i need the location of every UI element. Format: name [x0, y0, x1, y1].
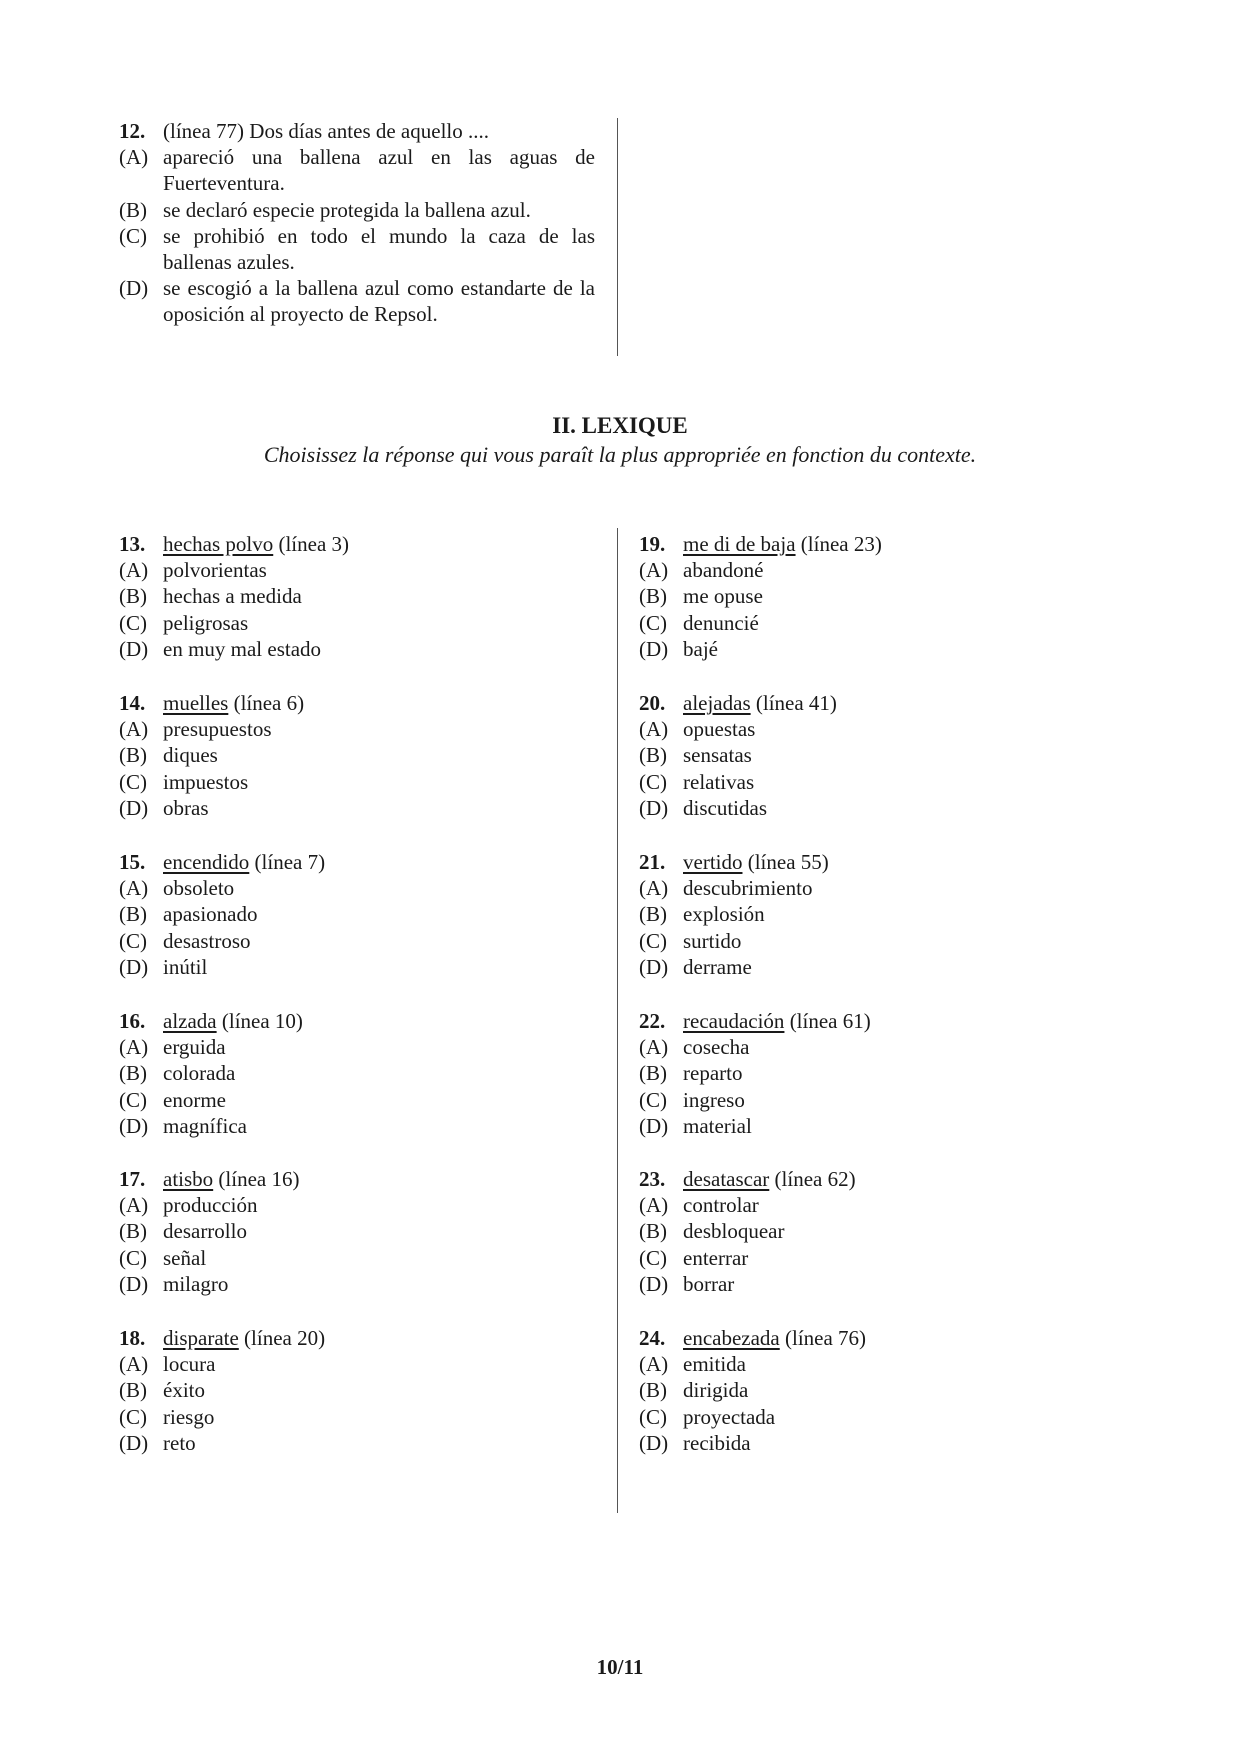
- option-text: enorme: [163, 1087, 226, 1112]
- question-24: [639, 1325, 1119, 1456]
- option-a[interactable]: [639, 716, 1119, 742]
- question-stem: [163, 849, 325, 875]
- option-letter: (C): [119, 1087, 147, 1112]
- question-number: 23.: [639, 1167, 666, 1191]
- option-letter: (B): [639, 902, 667, 927]
- option-letter: (B): [639, 743, 667, 768]
- option-text: reparto: [683, 1061, 743, 1086]
- option-d[interactable]: [119, 275, 595, 327]
- option-text: recibida: [683, 1430, 751, 1455]
- option-b[interactable]: [639, 583, 1119, 609]
- option-c[interactable]: [639, 928, 1119, 954]
- question-19: [639, 531, 1119, 662]
- line-reference: (línea 3): [273, 532, 350, 556]
- option-a[interactable]: [119, 557, 599, 583]
- option-text: se escogió a la ballena azul como estandarte de la oposición al proyecto de Repsol.: [163, 276, 595, 327]
- option-c[interactable]: [119, 1245, 599, 1271]
- option-text: cosecha: [683, 1035, 750, 1060]
- option-a[interactable]: [119, 1034, 599, 1060]
- option-c[interactable]: [639, 1245, 1119, 1271]
- option-text: señal: [163, 1245, 207, 1270]
- option-text: desbloquear: [683, 1219, 785, 1244]
- option-a[interactable]: [639, 557, 1119, 583]
- option-b[interactable]: [119, 197, 595, 223]
- question-14: [119, 690, 599, 821]
- option-text: descubrimiento: [683, 876, 813, 901]
- option-text: denuncié: [683, 610, 759, 635]
- option-c[interactable]: [639, 610, 1119, 636]
- option-d[interactable]: [639, 1430, 1119, 1456]
- question-number: 13.: [119, 532, 146, 556]
- option-letter: (D): [119, 1113, 149, 1138]
- section-instruction: Choisissez la réponse qui vous paraît la plus appropriée en fonction du contexte.: [263, 442, 977, 467]
- option-letter: (D): [119, 1271, 149, 1296]
- option-text: me opuse: [683, 584, 763, 609]
- question-stem: [683, 1325, 866, 1351]
- option-text: dirigida: [683, 1378, 749, 1403]
- option-a[interactable]: [119, 716, 599, 742]
- line-reference: (línea 55): [742, 850, 829, 874]
- line-reference: (línea 61): [784, 1009, 871, 1033]
- option-letter: (D): [119, 636, 149, 661]
- line-reference: (línea 76): [779, 1326, 867, 1350]
- question-stem: [163, 531, 349, 557]
- option-a[interactable]: [639, 1351, 1119, 1377]
- section-title: II. LEXIQUE: [552, 413, 688, 438]
- option-text: se prohibió en todo el mundo la caza de las ballenas azules.: [163, 223, 595, 275]
- option-text: reto: [163, 1430, 196, 1455]
- target-word: hechas polvo: [163, 532, 274, 556]
- option-text: obsoleto: [163, 876, 235, 901]
- option-letter: (A): [119, 145, 149, 170]
- question-stem: [163, 1325, 325, 1351]
- line-reference: (línea 20): [238, 1326, 326, 1350]
- question-stem: [163, 1166, 299, 1192]
- question-stem: (línea 77) Dos días antes de aquello ....: [163, 119, 489, 143]
- option-b[interactable]: [639, 901, 1119, 927]
- page-number: 10/11: [596, 1655, 644, 1679]
- option-text: erguida: [163, 1035, 226, 1060]
- question-number: 24.: [639, 1326, 666, 1350]
- option-text: milagro: [163, 1271, 229, 1296]
- option-letter: (D): [639, 1430, 669, 1455]
- question-22: [639, 1008, 1119, 1139]
- target-word: desatascar: [683, 1167, 770, 1191]
- option-letter: (C): [119, 1404, 147, 1429]
- option-b[interactable]: [119, 742, 599, 768]
- option-text: colorada: [163, 1061, 236, 1086]
- target-word: muelles: [163, 691, 229, 715]
- option-letter: (A): [119, 1352, 149, 1377]
- option-letter: (D): [639, 954, 669, 979]
- option-letter: (B): [119, 902, 147, 927]
- option-c[interactable]: [119, 769, 599, 795]
- option-text: explosión: [683, 902, 765, 927]
- option-text: surtido: [683, 928, 742, 953]
- option-text: desarrollo: [163, 1219, 247, 1244]
- option-letter: (B): [119, 743, 147, 768]
- line-reference: (línea 10): [216, 1009, 303, 1033]
- option-letter: (B): [119, 1219, 147, 1244]
- option-a[interactable]: [639, 1034, 1119, 1060]
- option-text: relativas: [683, 769, 755, 794]
- question-21: [639, 849, 1119, 980]
- question-number: 14.: [119, 691, 146, 715]
- target-word: encabezada: [683, 1326, 780, 1350]
- option-text: magnífica: [163, 1113, 247, 1138]
- option-text: opuestas: [683, 717, 756, 742]
- option-d[interactable]: [639, 795, 1119, 821]
- option-letter: (B): [119, 1061, 147, 1086]
- option-letter: (B): [639, 1061, 667, 1086]
- option-b[interactable]: [119, 1060, 599, 1086]
- option-text: éxito: [163, 1378, 205, 1403]
- option-b[interactable]: [639, 1060, 1119, 1086]
- option-a[interactable]: [119, 1351, 599, 1377]
- option-letter: (D): [119, 276, 149, 301]
- question-23: [639, 1166, 1119, 1297]
- question-12: [119, 118, 595, 328]
- option-letter: (D): [119, 1430, 149, 1455]
- target-word: atisbo: [163, 1167, 214, 1191]
- option-text: enterrar: [683, 1245, 749, 1270]
- option-text: locura: [163, 1352, 216, 1377]
- option-text: diques: [163, 743, 218, 768]
- question-stem: [683, 1008, 871, 1034]
- question-stem: [683, 531, 882, 557]
- option-text: presupuestos: [163, 717, 272, 742]
- option-text: en muy mal estado: [163, 636, 322, 661]
- option-text: apasionado: [163, 902, 258, 927]
- option-letter: (C): [639, 1404, 667, 1429]
- target-word: alejadas: [683, 691, 751, 715]
- option-text: discutidas: [683, 795, 767, 820]
- option-letter: (A): [119, 717, 149, 742]
- option-letter: (B): [639, 584, 667, 609]
- question-18: [119, 1325, 599, 1456]
- option-letter: (C): [639, 928, 667, 953]
- target-word: alzada: [163, 1009, 217, 1033]
- option-letter: (D): [639, 1271, 669, 1296]
- option-letter: (C): [119, 928, 147, 953]
- question-15: [119, 849, 599, 980]
- option-letter: (D): [119, 795, 149, 820]
- option-letter: (B): [119, 1378, 147, 1403]
- option-d[interactable]: [119, 795, 599, 821]
- option-text: abandoné: [683, 558, 764, 583]
- option-text: borrar: [683, 1271, 735, 1296]
- option-b[interactable]: [639, 1377, 1119, 1403]
- option-c[interactable]: [119, 610, 599, 636]
- option-text: impuestos: [163, 769, 249, 794]
- option-letter: (B): [119, 584, 147, 609]
- line-reference: (línea 7): [249, 850, 326, 874]
- option-c[interactable]: [119, 223, 595, 275]
- option-letter: (B): [639, 1219, 667, 1244]
- target-word: me di de baja: [683, 532, 796, 556]
- option-b[interactable]: [639, 1218, 1119, 1244]
- line-reference: (línea 23): [795, 532, 882, 556]
- option-letter: (A): [119, 1193, 149, 1218]
- option-letter: (B): [119, 197, 147, 222]
- option-text: obras: [163, 795, 209, 820]
- question-20: [639, 690, 1119, 821]
- option-d[interactable]: [639, 636, 1119, 662]
- option-c[interactable]: [119, 1404, 599, 1430]
- option-c[interactable]: [119, 928, 599, 954]
- option-letter: (C): [639, 610, 667, 635]
- option-b[interactable]: [119, 1218, 599, 1244]
- option-b[interactable]: [119, 583, 599, 609]
- option-text: proyectada: [683, 1404, 776, 1429]
- question-stem: [683, 690, 837, 716]
- option-d[interactable]: [119, 954, 599, 980]
- line-reference: (línea 6): [228, 691, 305, 715]
- option-a[interactable]: [639, 1192, 1119, 1218]
- question-stem: [163, 1008, 303, 1034]
- option-text: se declaró especie protegida la ballena azul.: [163, 197, 531, 222]
- option-d[interactable]: [639, 954, 1119, 980]
- option-letter: (A): [119, 876, 149, 901]
- question-number: 19.: [639, 532, 666, 556]
- option-d[interactable]: [119, 1271, 599, 1297]
- question-13: [119, 531, 599, 662]
- option-text: sensatas: [683, 743, 752, 768]
- option-letter: (A): [639, 1352, 669, 1377]
- option-d[interactable]: [639, 1271, 1119, 1297]
- column-divider-top: [617, 118, 618, 356]
- option-text: emitida: [683, 1352, 746, 1377]
- option-text: apareció una ballena azul en las aguas de Fuerteventura.: [163, 145, 595, 196]
- option-text: bajé: [683, 636, 718, 661]
- option-letter: (D): [639, 1113, 669, 1138]
- option-text: riesgo: [163, 1404, 215, 1429]
- option-letter: (A): [639, 1193, 669, 1218]
- option-letter: (A): [639, 1035, 669, 1060]
- question-16: [119, 1008, 599, 1139]
- option-text: desastroso: [163, 928, 251, 953]
- option-text: inútil: [163, 954, 208, 979]
- option-letter: (C): [639, 1245, 667, 1270]
- option-text: hechas a medida: [163, 584, 302, 609]
- option-letter: (A): [119, 558, 149, 583]
- option-b[interactable]: [639, 742, 1119, 768]
- question-stem: [683, 1166, 856, 1192]
- option-c[interactable]: [639, 1404, 1119, 1430]
- target-word: vertido: [683, 850, 743, 874]
- option-letter: (A): [639, 558, 669, 583]
- option-a[interactable]: [119, 144, 595, 196]
- option-letter: (A): [639, 717, 669, 742]
- question-number: 20.: [639, 691, 666, 715]
- option-text: derrame: [683, 954, 752, 979]
- question-17: [119, 1166, 599, 1297]
- option-letter: (D): [639, 795, 669, 820]
- line-reference: (línea 16): [213, 1167, 300, 1191]
- option-text: ingreso: [683, 1087, 745, 1112]
- target-word: recaudación: [683, 1009, 785, 1033]
- option-d[interactable]: [119, 1430, 599, 1456]
- option-text: peligrosas: [163, 610, 249, 635]
- option-c[interactable]: [639, 1087, 1119, 1113]
- question-number: 22.: [639, 1009, 666, 1033]
- line-reference: (línea 41): [750, 691, 837, 715]
- option-text: controlar: [683, 1193, 759, 1218]
- question-number: 12.: [119, 119, 146, 143]
- question-number: 21.: [639, 850, 666, 874]
- option-letter: (A): [119, 1035, 149, 1060]
- option-text: polvorientas: [163, 558, 267, 583]
- option-c[interactable]: [639, 769, 1119, 795]
- option-d[interactable]: [639, 1113, 1119, 1139]
- option-letter: (D): [639, 636, 669, 661]
- question-number: 18.: [119, 1326, 146, 1350]
- option-letter: (C): [639, 1087, 667, 1112]
- option-letter: (A): [639, 876, 669, 901]
- option-text: producción: [163, 1193, 258, 1218]
- target-word: encendido: [163, 850, 250, 874]
- option-letter: (C): [119, 769, 147, 794]
- question-stem: [163, 690, 304, 716]
- option-d[interactable]: [119, 1113, 599, 1139]
- option-a[interactable]: [119, 875, 599, 901]
- option-d[interactable]: [119, 636, 599, 662]
- target-word: disparate: [163, 1326, 239, 1350]
- question-stem: [683, 849, 829, 875]
- option-text: material: [683, 1113, 752, 1138]
- line-reference: (línea 62): [769, 1167, 856, 1191]
- option-letter: (D): [119, 954, 149, 979]
- option-a[interactable]: [639, 875, 1119, 901]
- option-letter: (C): [119, 610, 147, 635]
- column-divider-bottom: [617, 528, 618, 1513]
- option-letter: (C): [119, 1245, 147, 1270]
- option-a[interactable]: [119, 1192, 599, 1218]
- question-number: 17.: [119, 1167, 146, 1191]
- question-number: 15.: [119, 850, 146, 874]
- option-letter: (B): [639, 1378, 667, 1403]
- option-letter: (C): [119, 223, 147, 248]
- option-c[interactable]: [119, 1087, 599, 1113]
- option-b[interactable]: [119, 1377, 599, 1403]
- question-number: 16.: [119, 1009, 146, 1033]
- option-b[interactable]: [119, 901, 599, 927]
- option-letter: (C): [639, 769, 667, 794]
